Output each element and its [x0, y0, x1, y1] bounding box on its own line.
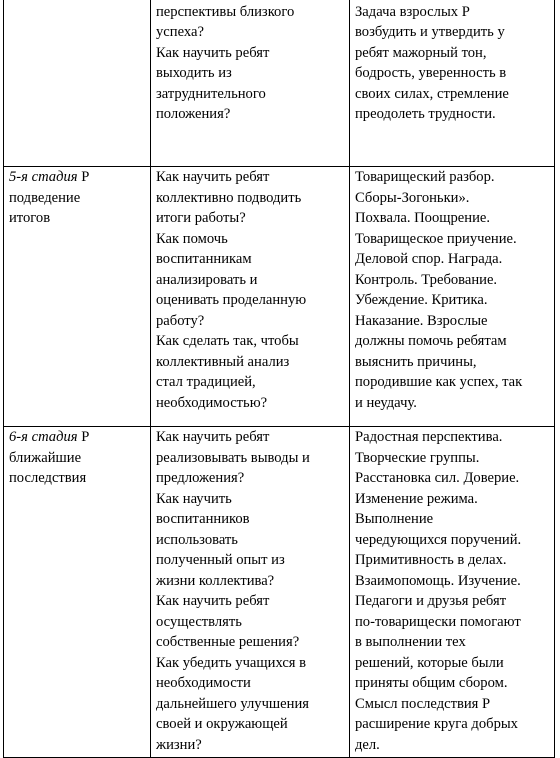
stage-marker: Р [77, 429, 90, 445]
question-line: Как сделать так, чтобы [156, 333, 299, 349]
stages-table [3, 0, 555, 758]
stage-name: 5-я стадия [9, 169, 78, 185]
question-line: использовать [156, 531, 238, 548]
method-line: Наказание. Взрослые [355, 312, 488, 329]
stage-title-line [9, 167, 145, 188]
question-line: Как помочь [156, 230, 228, 247]
stage-marker: Р [77, 169, 90, 185]
method-line: Убеждение. Критика. [355, 292, 488, 308]
method-line: Взаимопомощь. Изучение. [355, 572, 521, 589]
stage-desc-line: последствия [9, 470, 87, 486]
method-line: Радостная перспектива. [355, 429, 503, 445]
stage-desc-line: ближайшие [9, 449, 82, 466]
method-line: породившие как успех, так [355, 374, 523, 390]
method-line: по-товарищески помогают [355, 613, 521, 630]
questions-cell [151, 427, 350, 758]
question-line: коллективно подводить [156, 189, 302, 206]
method-line: Задача взрослых Р [355, 3, 470, 20]
method-line: Примитивность в делах. [355, 552, 507, 568]
question-line: выходить из [156, 65, 232, 81]
stage-cell [4, 427, 151, 758]
method-line: расширение круга добрых [355, 716, 518, 732]
method-line: решений, которые были [355, 654, 504, 671]
question-line: Как научить [156, 490, 232, 507]
method-line: Товарищеское приучение. [355, 230, 517, 247]
method-line: чередующихся поручений. [355, 531, 522, 548]
question-line: стал традицией, [156, 374, 256, 390]
stage-desc-line: итогов [9, 210, 51, 226]
question-line: оценивать проделанную [156, 292, 307, 308]
method-line: и неудачу. [355, 394, 417, 411]
question-line: Как научить ребят [156, 593, 270, 609]
questions-cell [151, 0, 350, 167]
methods-cell [350, 167, 555, 427]
method-line: Сборы-Зогоньки». [355, 189, 470, 206]
method-line: преодолеть трудности. [355, 106, 496, 122]
stage-name: 6-я стадия [9, 429, 78, 445]
question-line: воспитанникам [156, 251, 252, 267]
question-line: положения? [156, 106, 231, 122]
question-line: осуществлять [156, 613, 242, 630]
question-line: жизни коллектива? [156, 572, 275, 589]
table-row [4, 0, 555, 167]
stage-desc-line: подведение [9, 189, 81, 206]
methods-cell [350, 0, 555, 167]
question-line: работу? [156, 312, 205, 329]
stage-cell [4, 0, 151, 167]
stage-title-line [9, 427, 145, 448]
method-line: Товарищеский разбор. [355, 169, 495, 185]
method-line: своих силах, стремление [355, 85, 509, 102]
method-line: Выполнение [355, 511, 434, 527]
questions-cell [151, 167, 350, 427]
question-line: Как научить ребят [156, 429, 270, 445]
question-line: реализовывать выводы и [156, 449, 310, 466]
question-line: дальнейшего улучшения [156, 695, 309, 712]
method-line: возбудить и утвердить у [355, 24, 505, 40]
methods-cell [350, 427, 555, 758]
stage-cell [4, 167, 151, 427]
question-line: необходимости [156, 675, 251, 691]
question-line: Как убедить учащихся в [156, 654, 307, 671]
question-line: перспективы близкого [156, 3, 295, 20]
question-line: своей и окружающей [156, 716, 288, 732]
question-line: затруднительного [156, 85, 266, 102]
method-line: Творческие группы. [355, 449, 480, 466]
table-row [4, 427, 555, 758]
question-line: собственные решения? [156, 634, 300, 650]
question-line: воспитанников [156, 511, 250, 527]
method-line: в выполнении тех [355, 634, 466, 650]
question-line: необходимостью? [156, 394, 268, 411]
method-line: Смысл последствия Р [355, 695, 491, 712]
table-row [4, 167, 555, 427]
method-line: Контроль. Требование. [355, 271, 498, 288]
method-line: бодрость, уверенность в [355, 65, 507, 81]
question-line: предложения? [156, 470, 245, 486]
method-line: Изменение режима. [355, 490, 478, 507]
question-line: успеха? [156, 24, 204, 40]
question-line: итоги работы? [156, 210, 246, 226]
question-line: анализировать и [156, 271, 258, 288]
method-line: Похвала. Поощрение. [355, 210, 491, 226]
method-line: приняты общим сбором. [355, 675, 508, 691]
question-line: жизни? [156, 736, 202, 753]
question-line: коллективный анализ [156, 353, 290, 370]
method-line: выяснить причины, [355, 353, 477, 370]
method-line: должны помочь ребятам [355, 333, 507, 349]
question-line: полученный опыт из [156, 552, 285, 568]
question-line: Как научить ребят [156, 169, 270, 185]
method-line: ребят мажорный тон, [355, 44, 487, 61]
method-line: Расстановка сил. Доверие. [355, 470, 520, 486]
question-line: Как научить ребят [156, 44, 270, 61]
method-line: дел. [355, 736, 380, 753]
method-line: Педагоги и друзья ребят [355, 593, 507, 609]
method-line: Деловой спор. Награда. [355, 251, 503, 267]
